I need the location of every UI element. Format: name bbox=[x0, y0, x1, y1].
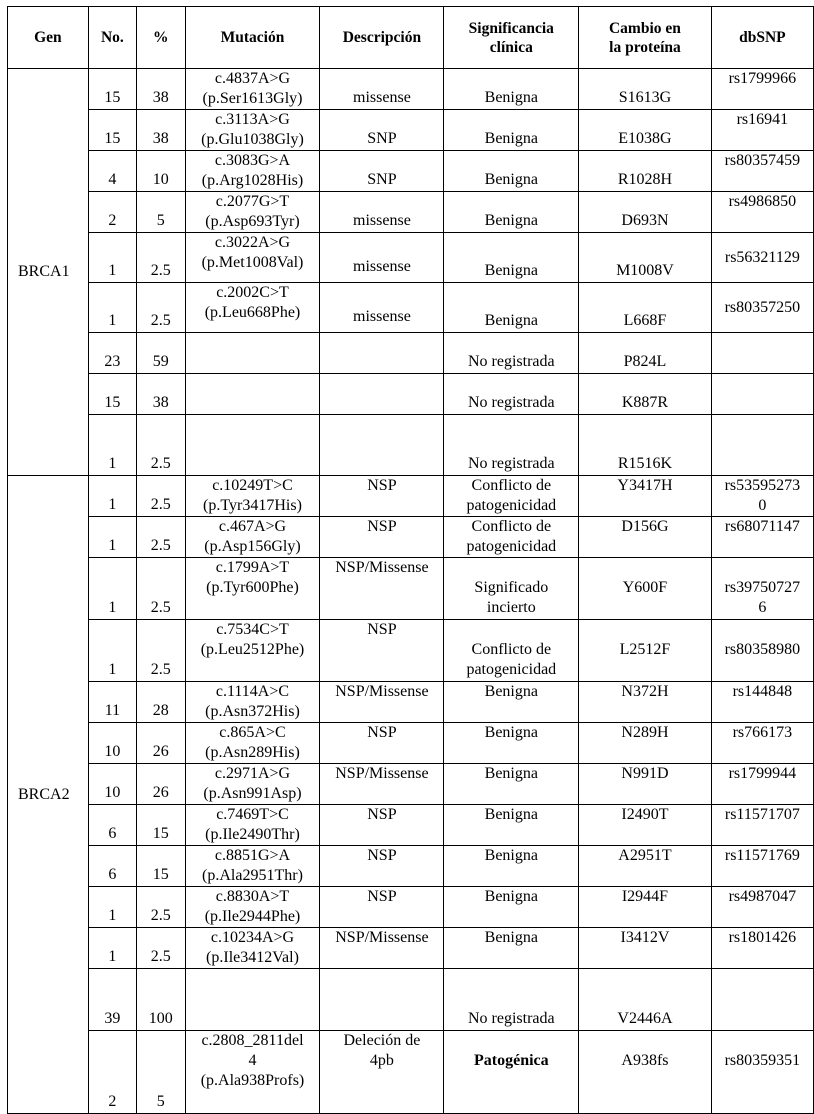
count-cell: 1 bbox=[88, 887, 136, 928]
header-pct: % bbox=[137, 7, 185, 69]
protein-change-cell: A2951T bbox=[579, 846, 711, 887]
significance-cell bbox=[444, 764, 579, 805]
gene-cell: BRCA2 bbox=[8, 476, 89, 1114]
header-dbsnp: dbSNP bbox=[711, 7, 813, 69]
description-line: NSP/Missense bbox=[335, 765, 429, 782]
description-cell bbox=[320, 723, 444, 764]
percent-cell: 59 bbox=[137, 333, 185, 374]
significance-cell bbox=[444, 415, 579, 476]
table-row bbox=[8, 1031, 814, 1114]
protein-change-cell: L668F bbox=[579, 283, 711, 333]
significance-line: Patogénica bbox=[473, 1052, 549, 1069]
count-cell: 1 bbox=[88, 283, 136, 333]
mutation-cell bbox=[185, 969, 320, 1031]
gene-cell: BRCA1 bbox=[8, 69, 89, 476]
protein-change-cell: I2490T bbox=[579, 805, 711, 846]
count-cell: 10 bbox=[88, 764, 136, 805]
dbsnp-line: rs4987047 bbox=[728, 888, 797, 905]
mutation-line: c.2002C>T bbox=[216, 284, 289, 301]
mutation-cell bbox=[185, 151, 320, 192]
mutation-line: (p.Ser1613Gly) bbox=[202, 90, 303, 107]
table-row bbox=[8, 233, 814, 283]
protein-change-cell: V2446A bbox=[579, 969, 711, 1031]
protein-change-cell: L2512F bbox=[579, 620, 711, 682]
significance-line: Conflicto de bbox=[471, 477, 552, 494]
mutation-cell bbox=[185, 415, 320, 476]
percent-cell: 2.5 bbox=[137, 283, 185, 333]
significance-cell bbox=[444, 928, 579, 969]
table-row bbox=[8, 805, 814, 846]
percent-cell: 100 bbox=[137, 969, 185, 1031]
significance-line: Significado bbox=[474, 579, 549, 596]
mutation-cell bbox=[185, 233, 320, 283]
header-row bbox=[8, 7, 814, 69]
dbsnp-line: rs80357459 bbox=[724, 152, 801, 169]
mutation-cell bbox=[185, 283, 320, 333]
count-cell: 11 bbox=[88, 682, 136, 723]
description-cell bbox=[320, 192, 444, 233]
header-clinical-significance bbox=[444, 7, 579, 69]
significance-cell bbox=[444, 110, 579, 151]
mutation-line: (p.Tyr3417His) bbox=[203, 497, 302, 514]
dbsnp-cell bbox=[711, 1031, 813, 1114]
description-line: NSP bbox=[367, 806, 397, 823]
significance-cell bbox=[444, 969, 579, 1031]
dbsnp-cell bbox=[711, 233, 813, 283]
percent-cell: 38 bbox=[137, 374, 185, 415]
table-row bbox=[8, 476, 814, 517]
description-line: missense bbox=[353, 257, 411, 275]
significance-line: patogenicidad bbox=[466, 661, 557, 678]
description-line: NSP/Missense bbox=[335, 929, 429, 946]
mutation-cell bbox=[185, 928, 320, 969]
mutation-line: c.10249T>C bbox=[212, 477, 293, 494]
mutation-cell bbox=[185, 805, 320, 846]
description-cell bbox=[320, 110, 444, 151]
dbsnp-line: rs68071147 bbox=[724, 518, 800, 535]
mutation-cell bbox=[185, 110, 320, 151]
significance-cell bbox=[444, 723, 579, 764]
mutation-line: c.2971A>G bbox=[214, 765, 291, 782]
count-cell: 1 bbox=[88, 233, 136, 283]
dbsnp-cell bbox=[711, 682, 813, 723]
protein-change-cell: A938fs bbox=[579, 1031, 711, 1114]
significance-cell bbox=[444, 233, 579, 283]
mutation-line: c.4837A>G bbox=[214, 70, 291, 87]
dbsnp-line: rs56321129 bbox=[724, 248, 800, 266]
significance-line: patogenicidad bbox=[466, 497, 557, 514]
percent-cell: 2.5 bbox=[137, 558, 185, 620]
table-row bbox=[8, 415, 814, 476]
table-row bbox=[8, 846, 814, 887]
significance-cell bbox=[444, 558, 579, 620]
mutation-line: (p.Glu1038Gly) bbox=[201, 131, 304, 148]
dbsnp-cell bbox=[711, 558, 813, 620]
table-row bbox=[8, 620, 814, 682]
mutation-line: c.1799A>T bbox=[215, 559, 290, 576]
description-cell bbox=[320, 558, 444, 620]
dbsnp-cell bbox=[711, 192, 813, 233]
significance-line: Benigna bbox=[484, 765, 538, 782]
mutation-cell bbox=[185, 476, 320, 517]
mutation-line: c.2808_2811del bbox=[201, 1032, 304, 1049]
mutation-line: (p.Ala2951Thr) bbox=[202, 867, 303, 884]
mutation-line: c.8851G>A bbox=[214, 847, 291, 864]
dbsnp-line: rs766173 bbox=[732, 724, 793, 741]
protein-change-cell: D693N bbox=[579, 192, 711, 233]
significance-line: No registrada bbox=[467, 1010, 555, 1027]
mutation-line: c.7534C>T bbox=[216, 621, 289, 638]
header-gen: Gen bbox=[8, 7, 89, 69]
significance-cell bbox=[444, 887, 579, 928]
significance-cell bbox=[444, 517, 579, 558]
table-row bbox=[8, 69, 814, 110]
significance-line: No registrada bbox=[467, 353, 555, 370]
mutation-line: (p.Asn289His) bbox=[205, 744, 300, 761]
dbsnp-cell bbox=[711, 110, 813, 151]
table-row bbox=[8, 283, 814, 333]
description-line: missense bbox=[353, 212, 411, 229]
description-cell bbox=[320, 805, 444, 846]
significance-line: Benigna bbox=[484, 130, 538, 147]
dbsnp-line: rs53595273 bbox=[724, 477, 801, 494]
table-row bbox=[8, 374, 814, 415]
mutation-line: (p.Leu668Phe) bbox=[204, 304, 301, 321]
dbsnp-cell bbox=[711, 151, 813, 192]
dbsnp-cell bbox=[711, 805, 813, 846]
table-row bbox=[8, 517, 814, 558]
significance-cell bbox=[444, 333, 579, 374]
dbsnp-cell bbox=[711, 415, 813, 476]
mutation-cell bbox=[185, 333, 320, 374]
description-cell bbox=[320, 233, 444, 283]
dbsnp-line: rs1801426 bbox=[728, 929, 797, 946]
dbsnp-cell bbox=[711, 476, 813, 517]
mutation-cell bbox=[185, 682, 320, 723]
description-line: NSP/Missense bbox=[335, 683, 429, 700]
table-row bbox=[8, 764, 814, 805]
mutation-cell bbox=[185, 558, 320, 620]
description-cell bbox=[320, 476, 444, 517]
mutation-cell bbox=[185, 620, 320, 682]
mutation-line: (p.Ala938Profs) bbox=[200, 1072, 305, 1089]
significance-line: Conflicto de bbox=[471, 518, 552, 535]
mutation-cell bbox=[185, 192, 320, 233]
dbsnp-cell bbox=[711, 969, 813, 1031]
dbsnp-line: rs16941 bbox=[736, 111, 789, 128]
dbsnp-line: rs4986850 bbox=[728, 193, 797, 210]
description-cell bbox=[320, 151, 444, 192]
dbsnp-line: rs144848 bbox=[732, 683, 793, 700]
percent-cell: 15 bbox=[137, 805, 185, 846]
description-cell bbox=[320, 333, 444, 374]
significance-line: incierto bbox=[486, 599, 536, 616]
mutation-line: (p.Asn372His) bbox=[205, 703, 300, 720]
count-cell: 39 bbox=[88, 969, 136, 1031]
count-cell: 23 bbox=[88, 333, 136, 374]
mutation-line: (p.Asp156Gly) bbox=[204, 538, 301, 555]
table-row bbox=[8, 110, 814, 151]
protein-change-cell: I2944F bbox=[579, 887, 711, 928]
count-cell: 15 bbox=[88, 69, 136, 110]
count-cell: 10 bbox=[88, 723, 136, 764]
significance-line: Benigna bbox=[484, 724, 538, 741]
description-line: NSP bbox=[367, 888, 397, 905]
percent-cell: 5 bbox=[137, 192, 185, 233]
mutation-line: c.1114A>C bbox=[215, 683, 290, 700]
significance-line: Benigna bbox=[484, 847, 538, 864]
dbsnp-line: rs80358980 bbox=[724, 641, 801, 658]
dbsnp-line: rs11571769 bbox=[724, 847, 800, 864]
percent-cell: 2.5 bbox=[137, 928, 185, 969]
description-cell bbox=[320, 620, 444, 682]
significance-cell bbox=[444, 69, 579, 110]
significance-cell bbox=[444, 476, 579, 517]
count-cell: 1 bbox=[88, 928, 136, 969]
header-protein-change bbox=[579, 7, 711, 69]
table-row bbox=[8, 192, 814, 233]
dbsnp-cell bbox=[711, 846, 813, 887]
count-cell: 1 bbox=[88, 620, 136, 682]
dbsnp-cell bbox=[711, 374, 813, 415]
significance-cell bbox=[444, 1031, 579, 1114]
dbsnp-cell bbox=[711, 283, 813, 333]
header-description: Descripción bbox=[320, 7, 444, 69]
mutation-line: (p.Leu2512Phe) bbox=[200, 641, 305, 658]
table-row bbox=[8, 887, 814, 928]
significance-cell bbox=[444, 805, 579, 846]
significance-cell bbox=[444, 682, 579, 723]
description-line: NSP bbox=[367, 518, 397, 535]
significance-cell bbox=[444, 283, 579, 333]
count-cell: 2 bbox=[88, 1031, 136, 1114]
protein-change-cell: P824L bbox=[579, 333, 711, 374]
percent-cell: 28 bbox=[137, 682, 185, 723]
description-line: SNP bbox=[367, 171, 397, 188]
table-row bbox=[8, 333, 814, 374]
header-line: clínica bbox=[489, 38, 533, 56]
percent-cell: 38 bbox=[137, 69, 185, 110]
percent-cell: 26 bbox=[137, 764, 185, 805]
table-body bbox=[8, 69, 814, 1114]
protein-change-cell: K887R bbox=[579, 374, 711, 415]
protein-change-cell: N372H bbox=[579, 682, 711, 723]
description-cell bbox=[320, 887, 444, 928]
protein-change-cell: Y600F bbox=[579, 558, 711, 620]
percent-cell: 2.5 bbox=[137, 476, 185, 517]
count-cell: 6 bbox=[88, 805, 136, 846]
dbsnp-line: rs39750727 bbox=[724, 579, 801, 596]
significance-line: patogenicidad bbox=[466, 538, 557, 555]
mutation-line: 4 bbox=[248, 1052, 257, 1069]
description-line: NSP/Missense bbox=[335, 559, 429, 576]
mutation-line: (p.Asp693Tyr) bbox=[205, 213, 300, 230]
protein-change-cell: I3412V bbox=[579, 928, 711, 969]
table-row bbox=[8, 723, 814, 764]
significance-cell bbox=[444, 620, 579, 682]
dbsnp-cell bbox=[711, 333, 813, 374]
header-line: Significancia bbox=[468, 19, 554, 37]
mutation-cell bbox=[185, 846, 320, 887]
mutation-cell bbox=[185, 723, 320, 764]
mutation-line: c.3022A>G bbox=[214, 234, 291, 251]
percent-cell: 2.5 bbox=[137, 517, 185, 558]
dbsnp-cell bbox=[711, 517, 813, 558]
description-line: NSP bbox=[367, 724, 397, 741]
description-line: NSP bbox=[367, 847, 397, 864]
header-no: No. bbox=[88, 7, 136, 69]
table-row bbox=[8, 682, 814, 723]
percent-cell: 15 bbox=[137, 846, 185, 887]
mutation-cell bbox=[185, 374, 320, 415]
count-cell: 2 bbox=[88, 192, 136, 233]
significance-cell bbox=[444, 374, 579, 415]
significance-line: Conflicto de bbox=[471, 641, 552, 658]
dbsnp-line: rs11571707 bbox=[724, 806, 800, 823]
significance-line: Benigna bbox=[484, 262, 538, 279]
table-row bbox=[8, 969, 814, 1031]
percent-cell: 38 bbox=[137, 110, 185, 151]
percent-cell: 10 bbox=[137, 151, 185, 192]
significance-line: Benigna bbox=[484, 171, 538, 188]
description-line: NSP bbox=[367, 477, 397, 494]
header-line: Cambio en bbox=[608, 19, 681, 37]
dbsnp-cell bbox=[711, 928, 813, 969]
significance-line: No registrada bbox=[467, 455, 555, 472]
significance-line: No registrada bbox=[467, 394, 555, 411]
mutation-line: (p.Met1008Val) bbox=[201, 254, 304, 271]
mutation-line: c.3113A>G bbox=[215, 111, 290, 128]
dbsnp-line: rs80359351 bbox=[724, 1052, 801, 1069]
dbsnp-line: rs1799966 bbox=[728, 70, 797, 87]
dbsnp-cell bbox=[711, 764, 813, 805]
dbsnp-line: rs1799944 bbox=[728, 765, 797, 782]
description-cell bbox=[320, 682, 444, 723]
description-line: missense bbox=[353, 89, 411, 106]
dbsnp-line: 0 bbox=[758, 497, 767, 514]
count-cell: 15 bbox=[88, 110, 136, 151]
description-line: 4pb bbox=[369, 1052, 394, 1069]
protein-change-cell: N289H bbox=[579, 723, 711, 764]
percent-cell: 2.5 bbox=[137, 415, 185, 476]
mutation-line: c.3083G>A bbox=[214, 152, 291, 169]
significance-line: Benigna bbox=[484, 312, 538, 329]
dbsnp-cell bbox=[711, 69, 813, 110]
protein-change-cell: Y3417H bbox=[579, 476, 711, 517]
mutation-line: c.467A>G bbox=[218, 518, 287, 535]
mutation-line: (p.Tyr600Phe) bbox=[206, 579, 299, 596]
count-cell: 1 bbox=[88, 517, 136, 558]
table-row bbox=[8, 151, 814, 192]
mutation-line: (p.Asn991Asp) bbox=[203, 785, 302, 802]
significance-line: Benigna bbox=[484, 806, 538, 823]
dbsnp-line: 6 bbox=[758, 599, 767, 616]
percent-cell: 2.5 bbox=[137, 620, 185, 682]
mutation-line: c.8830A>T bbox=[215, 888, 290, 905]
protein-change-cell: N991D bbox=[579, 764, 711, 805]
count-cell: 1 bbox=[88, 558, 136, 620]
description-cell bbox=[320, 283, 444, 333]
mutation-line: c.2077G>T bbox=[215, 193, 290, 210]
count-cell: 15 bbox=[88, 374, 136, 415]
significance-cell bbox=[444, 846, 579, 887]
mutation-line: (p.Ile2944Phe) bbox=[204, 908, 301, 925]
protein-change-cell: M1008V bbox=[579, 233, 711, 283]
mutation-cell bbox=[185, 517, 320, 558]
mutation-cell bbox=[185, 1031, 320, 1114]
significance-line: Benigna bbox=[484, 683, 538, 700]
description-line: NSP bbox=[367, 621, 397, 638]
count-cell: 1 bbox=[88, 415, 136, 476]
dbsnp-line: rs80357250 bbox=[724, 298, 801, 316]
percent-cell: 2.5 bbox=[137, 233, 185, 283]
significance-line: Benigna bbox=[484, 888, 538, 905]
table-row bbox=[8, 558, 814, 620]
significance-cell bbox=[444, 192, 579, 233]
dbsnp-cell bbox=[711, 723, 813, 764]
mutation-line: c.865A>C bbox=[219, 724, 286, 741]
mutation-line: (p.Ile2490Thr) bbox=[205, 826, 300, 843]
description-cell bbox=[320, 374, 444, 415]
mutation-line: (p.Arg1028His) bbox=[201, 172, 304, 189]
percent-cell: 26 bbox=[137, 723, 185, 764]
description-cell bbox=[320, 415, 444, 476]
description-cell bbox=[320, 764, 444, 805]
header-line: la proteína bbox=[609, 38, 681, 56]
count-cell: 1 bbox=[88, 476, 136, 517]
count-cell: 6 bbox=[88, 846, 136, 887]
percent-cell: 5 bbox=[137, 1031, 185, 1114]
significance-line: Benigna bbox=[484, 929, 538, 946]
description-cell bbox=[320, 69, 444, 110]
mutation-cell bbox=[185, 764, 320, 805]
mutation-cell bbox=[185, 887, 320, 928]
mutation-line: c.10234A>G bbox=[210, 929, 295, 946]
count-cell: 4 bbox=[88, 151, 136, 192]
mutation-line: c.7469T>C bbox=[216, 806, 289, 823]
protein-change-cell: D156G bbox=[579, 517, 711, 558]
description-cell bbox=[320, 969, 444, 1031]
dbsnp-cell bbox=[711, 887, 813, 928]
description-cell bbox=[320, 517, 444, 558]
mutation-cell bbox=[185, 69, 320, 110]
description-cell bbox=[320, 846, 444, 887]
percent-cell: 2.5 bbox=[137, 887, 185, 928]
mutations-table bbox=[7, 6, 814, 1114]
significance-line: Benigna bbox=[484, 89, 538, 106]
protein-change-cell: R1028H bbox=[579, 151, 711, 192]
description-cell bbox=[320, 928, 444, 969]
significance-cell bbox=[444, 151, 579, 192]
protein-change-cell: E1038G bbox=[579, 110, 711, 151]
description-line: missense bbox=[353, 307, 411, 325]
table-row bbox=[8, 928, 814, 969]
description-cell bbox=[320, 1031, 444, 1114]
description-line: SNP bbox=[367, 130, 397, 147]
dbsnp-cell bbox=[711, 620, 813, 682]
significance-line: Benigna bbox=[484, 212, 538, 229]
header-mutation: Mutación bbox=[185, 7, 320, 69]
protein-change-cell: R1516K bbox=[579, 415, 711, 476]
description-line: Deleción de bbox=[343, 1032, 421, 1049]
protein-change-cell: S1613G bbox=[579, 69, 711, 110]
mutation-line: (p.Ile3412Val) bbox=[206, 949, 299, 966]
